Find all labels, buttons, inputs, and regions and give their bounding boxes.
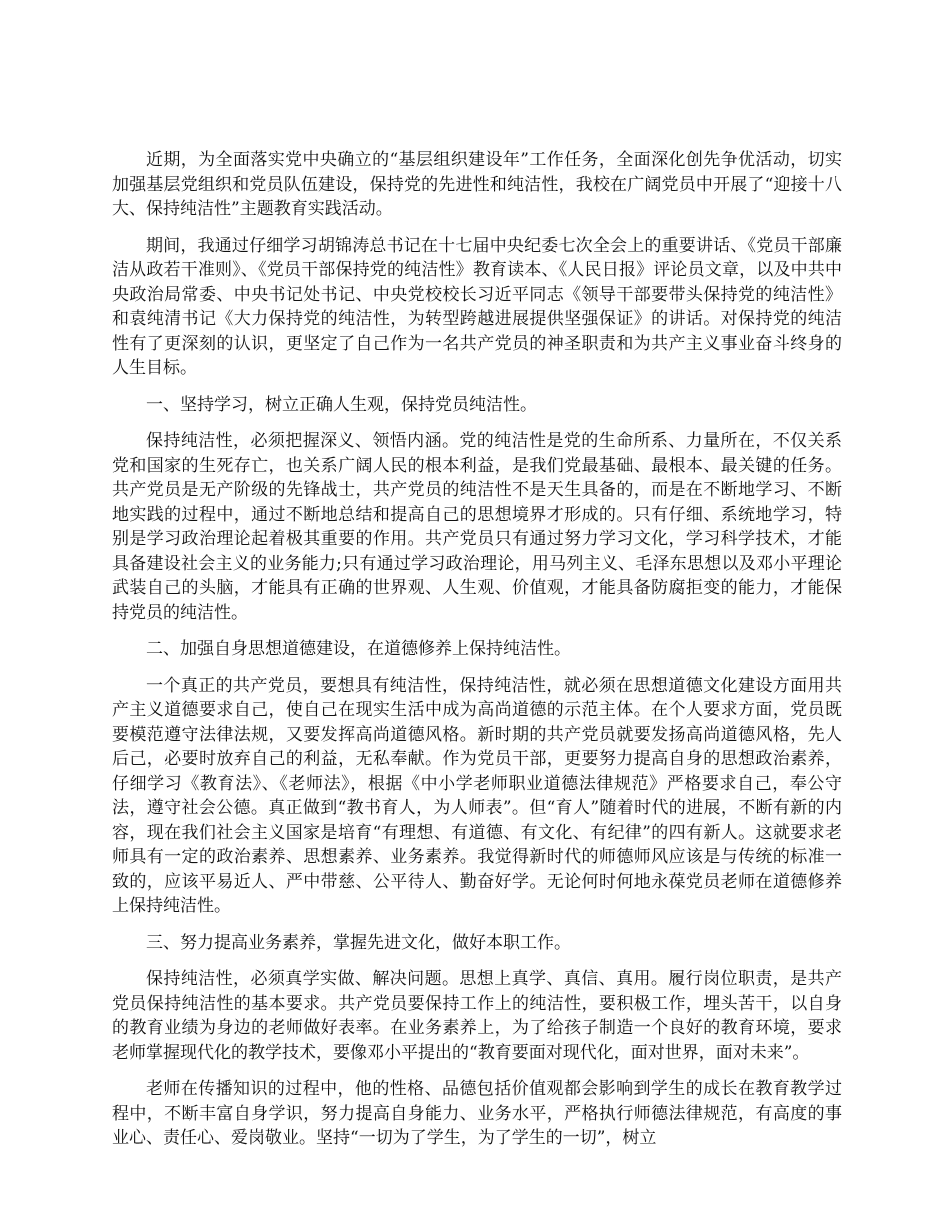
intro-paragraph: 近期，为全面落实党中央确立的“基层组织建设年”工作任务，全面深化创先争优活动，切实加强基层党组织和党员队伍建设，保持党的先进性和纯洁性，我校在广阔党员中开展了“迎接十八大、保持纯洁性”主题教育实践活动。 [112,150,842,219]
section-2-paragraph: 一个真正的共产党员，要想具有纯洁性，保持纯洁性，就必须在思想道德文化建设方面用共产主义道德要求自己，使自己在现实生活中成为高尚道德的示范主体。在个人要求方面，党员既要模范遵守法律法规，又要发挥高尚道德风格。新时期的共产党员就要发扬高尚道德风格，先人后己，必要时放弃自己的利益，无私奉献。作为党员干部，更要努力提高自身的思想政治素养，仔细学习《教育法》、《老师法》，根据《中小学老师职业道德法律规范》严格要求自己，奉公守法，遵守社会公德。真正做到“教书育人，为人师表”。但“育人”随着时代的进展，不断有新的内容，现在我们社会主义国家是培育“有理想、有道德、有文化、有纪律”的四有新人。这就要求老师具有一定的政治素养、思想素养、业务素养。我觉得新时代的师德师风应该是与传统的标准一致的，应该平易近人、严中带慈、公平待人、勤奋好学。无论何时何地永葆党员老师在道德修养上保持纯洁性。 [112,675,842,916]
section-heading-2: 二、加强自身思想道德建设，在道德修养上保持纯洁性。 [146,639,571,659]
section-3-paragraph-2: 老师在传播知识的过程中，他的性格、品德包括价值观都会影响到学生的成长在教育教学过程中，不断丰富自身学识，努力提高自身能力、业务水平，严格执行师德法律规范，有高度的事业心、责任心、爱岗敬业。坚持“一切为了学生，为了学生的一切”，树立 [112,1079,842,1148]
document-page [112,148,842,1163]
section-3-paragraph-1: 保持纯洁性，必须真学实做、解决问题。思想上真学、真信、真用。履行岗位职责，是共产党员保持纯洁性的基本要求。共产党员要保持工作上的纯洁性，要积极工作，埋头苦干，以自身的教育业绩为身边的老师做好表率。在业务素养上，为了给孩子制造一个良好的教育环境，要求老师掌握现代化的教学技术，要像邓小平提出的“教育要面对现代化，面对世界，面对未来”。 [112,969,842,1063]
section-heading-3: 三、努力提高业务素养，掌握先进文化，做好本职工作。 [146,932,571,953]
study-paragraph: 期间，我通过仔细学习胡锦涛总书记在十七届中央纪委七次全会上的重要讲话、《党员干部廉洁从政若干准则》、《党员干部保持党的纯洁性》教育读本、《人民日报》评论员文章，以及中共中央政治局常委、中央书记处书记、中央党校校长习近平同志《领导干部要带头保持党的纯洁性》和袁纯清书记《大力保持党的纯洁性，为转型跨越进展提供坚强保证》的讲话。对保持党的纯洁性有了更深刻的认识，更坚定了自己作为一名共产党员的神圣职责和为共产主义事业奋斗终身的人生目标。 [112,235,842,378]
section-heading-1: 一、坚持学习，树立正确人生观，保持党员纯洁性。 [146,394,537,415]
section-1-paragraph: 保持纯洁性，必须把握深义、领悟内涵。党的纯洁性是党的生命所系、力量所在，不仅关系党和国家的生死存亡，也关系广阔人民的根本利益，是我们党最基础、最根本、最关键的任务。共产党员是无产阶级的先锋战士，共产党员的纯洁性不是天生具备的，而是在不断地学习、不断地实践的过程中，通过不断地总结和提高自己的思想境界才形成的。只有仔细、系统地学习，特别是学习政治理论起着极其重要的作用。共产党员只有通过努力学习文化，学习科学技术，才能具备建设社会主义的业务能力;只有通过学习政治理论，用马列主义、毛泽东思想以及邓小平理论武装自己的头脑，才能具有正确的世界观、人生观、价值观，才能具备防腐拒变的能力，才能保持党员的纯洁性。 [112,431,842,623]
